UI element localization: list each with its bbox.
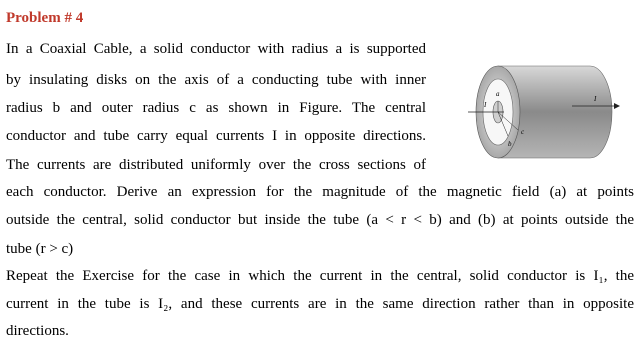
label-a: a <box>496 90 500 98</box>
label-I-left: I <box>484 101 487 109</box>
coaxial-cable-figure <box>468 60 628 170</box>
text-line-9: Repeat the Exercise for the case in which the current in the central, solid conductor is I₁, the <box>6 268 634 284</box>
label-I-right: I <box>594 95 597 103</box>
text-line-10: current in the tube is I₂, and these currents are in the same direction rather than in opposite <box>6 296 634 312</box>
text-line-11: directions. <box>6 323 69 339</box>
text-line-7: outside the central, solid conductor but inside the tube (a < r < b) and (b) at points outside the <box>6 212 634 228</box>
label-b: b <box>508 140 512 148</box>
text-line-3: radius b and outer radius c as shown in Figure. The central <box>6 100 426 116</box>
text-line-1: In a Coaxial Cable, a solid conductor with radius a is supported <box>6 41 426 57</box>
text-line-8: tube (r > c) <box>6 241 74 257</box>
label-c: c <box>521 128 525 136</box>
text-line-2: by insulating disks on the axis of a conducting tube with inner <box>6 72 426 88</box>
text-line-6: each conductor. Derive an expression for the magnitude of the magnetic field (a) at points <box>6 184 634 200</box>
text-line-4: conductor and tube carry equal currents I in opposite directions. <box>6 128 426 144</box>
text-line-5: The currents are distributed uniformly over the cross sections of <box>6 157 426 173</box>
problem-title: Problem # 4 <box>6 10 84 26</box>
